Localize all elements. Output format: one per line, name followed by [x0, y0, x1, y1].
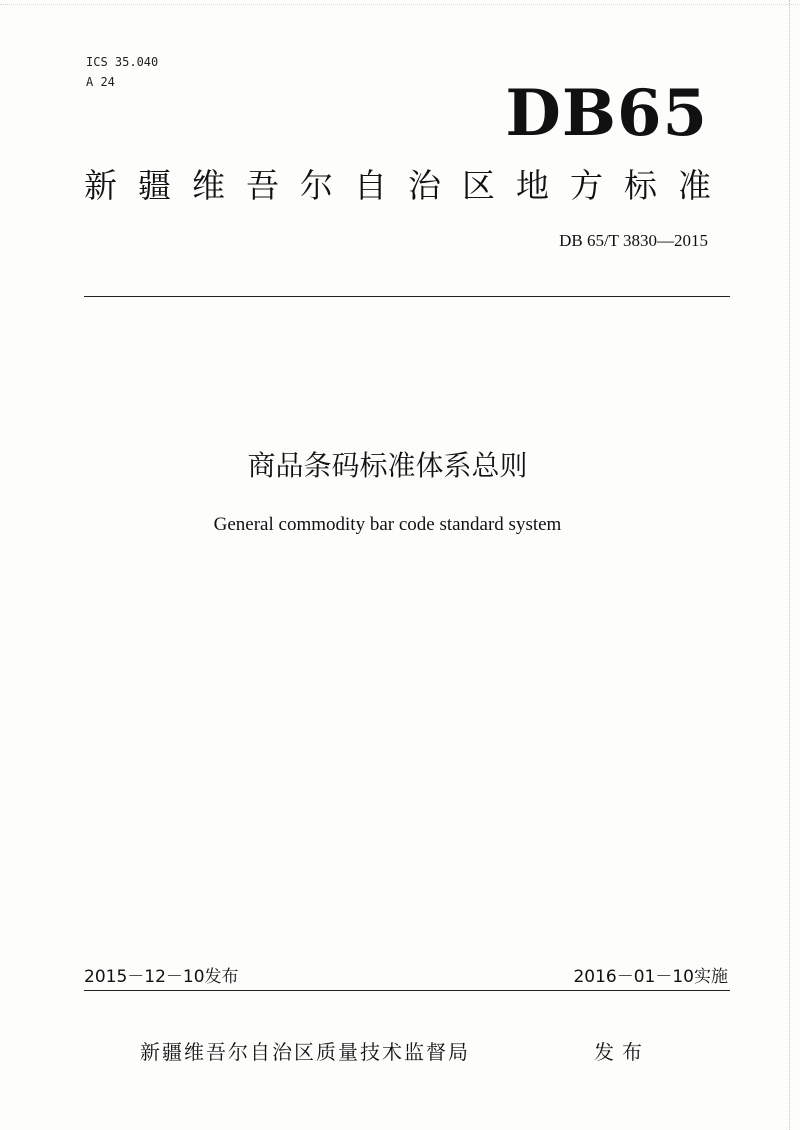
- document-title-english: General commodity bar code standard system: [213, 514, 562, 535]
- standard-number: DB 65/T 3830—2015: [559, 231, 708, 250]
- footer-divider: [84, 990, 730, 991]
- issuing-authority: 新疆维吾尔自治区质量技术监督局: [140, 1040, 470, 1064]
- header-divider: [84, 296, 730, 297]
- ccs-code: A 24: [86, 75, 115, 89]
- scan-right-edge: [789, 0, 800, 1130]
- ics-code: ICS 35.040: [86, 55, 159, 69]
- implement-date: 2016－01－10实施: [573, 967, 728, 987]
- publish-date: 2015－12－10发布: [84, 967, 239, 987]
- scan-top-edge: [0, 0, 800, 5]
- document-title-chinese: 商品条码标准体系总则: [247, 449, 528, 482]
- standard-type-title: 新疆维吾尔自治区地方标准: [84, 166, 732, 205]
- classification-block: [86, 52, 158, 92]
- issue-label: 发布: [594, 1040, 650, 1064]
- db-code-mark: DB65: [505, 76, 708, 151]
